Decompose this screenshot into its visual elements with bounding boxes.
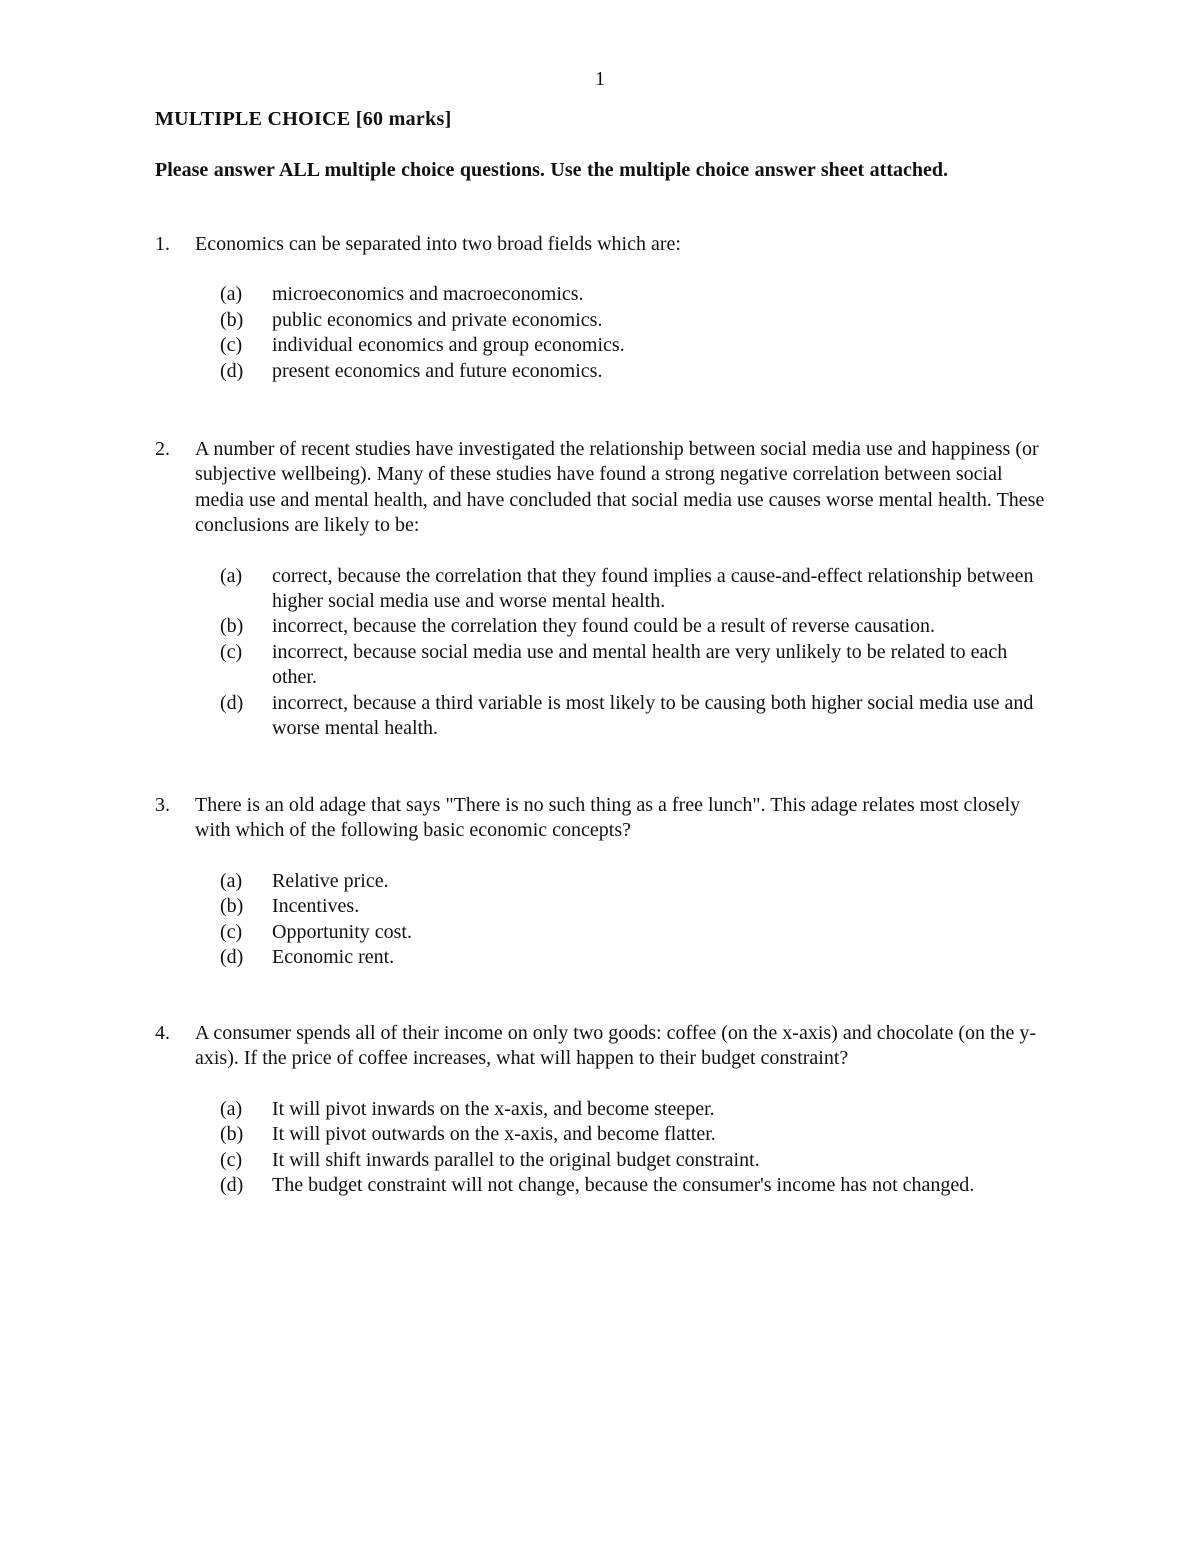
question-text: Economics can be separated into two broad fields which are: <box>195 233 681 255</box>
question-1 <box>155 232 1055 384</box>
option-text: incorrect, because a third variable is most likely to be causing both higher social media use and worse mental health. <box>272 691 1034 740</box>
option-letter: (c) <box>220 920 243 943</box>
option-text: It will pivot outwards on the x-axis, and become flatter. <box>272 1123 716 1146</box>
option-letter: (b) <box>220 1123 244 1146</box>
option-text: Opportunity cost. <box>272 920 412 943</box>
option-list <box>155 869 1055 971</box>
question-text: A number of recent studies have investigated the relationship between social media use and happiness (or subjective wellbeing). Many of these studies have found a strong negative correlation between social media use and mental health, and have concluded that social media use causes worse mental health. These conclusions are likely to be: <box>195 438 1045 537</box>
option-text: microeconomics and macroeconomics. <box>272 283 584 306</box>
option-c <box>220 1148 1055 1173</box>
option-c <box>220 920 1055 945</box>
option-text: incorrect, because the correlation they found could be a result of reverse causation. <box>272 615 936 638</box>
option-a <box>220 282 1055 307</box>
option-letter: (d) <box>220 691 244 714</box>
option-text: The budget constraint will not change, because the consumer's income has not changed. <box>272 1174 975 1197</box>
question-text: A consumer spends all of their income on only two goods: coffee (on the x-axis) and chocolate (on the y-axis). If the price of coffee increases, what will happen to their budget constraint? <box>195 1022 1037 1070</box>
option-b <box>220 894 1055 919</box>
option-b <box>220 614 1055 639</box>
option-letter: (a) <box>220 564 243 587</box>
option-letter: (c) <box>220 334 243 357</box>
question-text: There is an old adage that says "There is no such thing as a free lunch". This adage relates most closely with which of the following basic economic concepts? <box>195 794 1021 842</box>
option-d <box>220 945 1055 970</box>
option-text: individual economics and group economics. <box>272 334 625 357</box>
question-3 <box>155 793 1055 970</box>
option-a <box>220 869 1055 894</box>
question-number: 1. <box>155 233 170 255</box>
option-c <box>220 333 1055 358</box>
option-list <box>155 282 1055 384</box>
option-letter: (b) <box>220 615 244 638</box>
option-letter: (a) <box>220 1097 243 1120</box>
option-text: Economic rent. <box>272 946 395 969</box>
option-text: It will pivot inwards on the x-axis, and become steeper. <box>272 1097 715 1120</box>
option-d <box>220 359 1055 384</box>
option-c <box>220 640 1055 691</box>
option-letter: (a) <box>220 869 243 892</box>
option-list <box>155 564 1055 742</box>
option-letter: (b) <box>220 895 244 918</box>
option-list <box>155 1097 1055 1199</box>
option-a <box>220 1097 1055 1122</box>
option-letter: (c) <box>220 1148 243 1171</box>
option-letter: (b) <box>220 308 244 331</box>
option-text: Incentives. <box>272 895 360 918</box>
question-number: 3. <box>155 794 170 816</box>
option-text: Relative price. <box>272 869 389 892</box>
option-a <box>220 564 1055 615</box>
option-text: incorrect, because social media use and mental health are very unlikely to be related to each other. <box>272 640 1008 689</box>
question-number: 4. <box>155 1022 170 1044</box>
option-text: correct, because the correlation that they found implies a cause-and-effect relationship between higher social media use and worse mental health. <box>272 564 1034 613</box>
option-text: public economics and private economics. <box>272 308 603 331</box>
question-number: 2. <box>155 438 170 460</box>
option-b <box>220 308 1055 333</box>
option-letter: (d) <box>220 946 244 969</box>
option-letter: (a) <box>220 283 243 306</box>
question-4 <box>155 1021 1055 1198</box>
instructions: Please answer ALL multiple choice questions. Use the multiple choice answer sheet attached. <box>155 159 948 181</box>
option-text: present economics and future economics. <box>272 359 603 382</box>
option-letter: (c) <box>220 640 243 663</box>
option-d <box>220 691 1055 742</box>
option-d <box>220 1173 1055 1198</box>
option-letter: (d) <box>220 1174 244 1197</box>
section-title: MULTIPLE CHOICE [60 marks] <box>155 108 452 130</box>
option-text: It will shift inwards parallel to the original budget constraint. <box>272 1148 760 1171</box>
option-letter: (d) <box>220 359 244 382</box>
option-b <box>220 1122 1055 1147</box>
question-2 <box>155 437 1055 741</box>
page-number: 1 <box>595 68 605 90</box>
